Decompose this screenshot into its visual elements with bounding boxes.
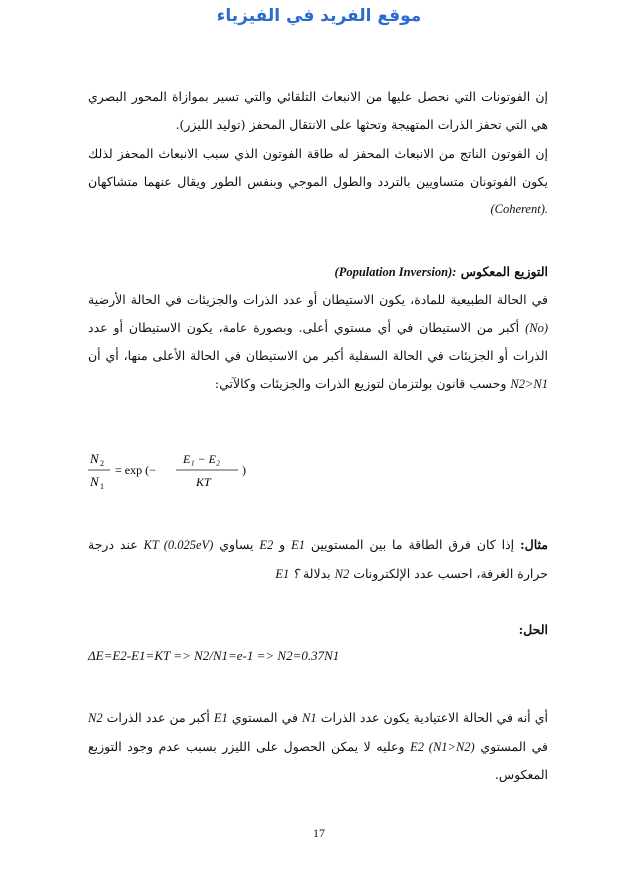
p3-part-e: وحسب قانون بولتزمان لتوزيع الذرات والجزيئات وكالآتي: <box>214 375 507 391</box>
p4-g: عند درجة حرارة الغرفة، احسب عدد الإلكترونات <box>88 537 548 581</box>
p5-n2: N2 <box>88 711 103 725</box>
p3-part-c: أكبر من الاستيطان في أي مستوي أعلى. وبصورة عامة، يكون الاستيطان أو عدد الذرات أو الجزيئات في الحالة السفلية أكبر من الاستيطان في الحالة الأعلى منها، أي أن <box>88 319 548 363</box>
formula-lhs-den-sub: 1 <box>100 482 104 491</box>
p4-and: و <box>279 537 286 552</box>
page-number: 17 <box>313 826 325 840</box>
site-title: موقع الفريد في الفيزياء <box>216 6 422 26</box>
p4-e1: E1 <box>291 538 305 552</box>
p3-part-a: في الحالة الطبيعية للمادة، يكون الاستيطان أو عدد الذرات والجزيئات في الحالة الأرضية <box>88 292 548 307</box>
p5-e2: E2 (N1>N2) <box>410 739 475 754</box>
p4-equals: يساوي <box>219 537 254 552</box>
paragraph-coherent-text: إن الفوتون الناتج من الانبعاث المحفز له طاقة الفوتون الذي سبب الانبعاث المحفز لذلك يكون الفوتونان متساويين بالتردد والطول الموجي وبنفس الطور ويقال عنهما متشاكهان <box>88 146 548 189</box>
p4-i: بدلالة <box>302 565 331 581</box>
boltzmann-formula <box>88 446 288 496</box>
p5-i: وعليه لا يمكن الحصول على الليزر بسبب عدم وجود التوزيع المعكوس. <box>88 738 548 782</box>
p4-a: إذا كان فرق الطاقة ما بين المستويين <box>310 537 515 552</box>
formula-lhs-den: N <box>90 474 99 489</box>
paragraph-photons: إن الفوتونات التي نحصل عليها من الانبعاث التلقائي والتي تسير بموازاة المحور البصري هي التي تحفز الذرات المتهيجة وتحثها على الانتقال المحفز (توليد الليزر). <box>88 89 548 132</box>
formula-rhs-num: E₁ − E₂ <box>183 452 221 466</box>
paragraph-example <box>88 531 548 588</box>
p5-e1: E1 <box>213 711 228 725</box>
paragraph-population <box>88 286 548 398</box>
heading-english: (Population Inversion): <box>334 265 457 279</box>
formula-rhs-den: KT <box>196 475 211 489</box>
paragraph-conclusion <box>88 704 548 789</box>
p5-n1: N1 <box>302 711 317 725</box>
example-label: مثال: <box>520 537 548 552</box>
formula-lhs-num: N <box>90 451 99 466</box>
coherent-term: (Coherent). <box>490 202 548 216</box>
heading-arabic: التوزيع المعكوس <box>460 264 548 279</box>
p4-e1-q: E1 ؟ <box>275 566 299 581</box>
formula-lhs-num-sub: 2 <box>100 459 104 468</box>
p5-c: في المستوي <box>231 710 298 725</box>
p3-inequality: N2>N1 <box>510 376 548 391</box>
formula-close: ) <box>242 463 246 477</box>
p3-ground-symbol: (No) <box>525 320 548 335</box>
solution-equation: ΔE=E2-E1=KT => N2/N1=e-1 => N2=0.37N1 <box>88 648 340 663</box>
p4-kt: KT (0.025eV) <box>143 538 214 552</box>
p5-e: أكبر من عدد الذرات <box>106 710 210 725</box>
p4-n2: N2 <box>334 566 350 581</box>
p5-a: أي أنه في الحالة الاعتيادية يكون عدد الذرات <box>320 710 548 725</box>
solution-label: الحل: <box>518 622 548 637</box>
paragraph-coherent <box>88 140 548 224</box>
section-heading <box>88 264 548 280</box>
p5-g: في المستوي <box>480 738 548 754</box>
p4-e2: E2 <box>259 538 274 552</box>
formula-exp: = exp (− <box>115 463 156 477</box>
